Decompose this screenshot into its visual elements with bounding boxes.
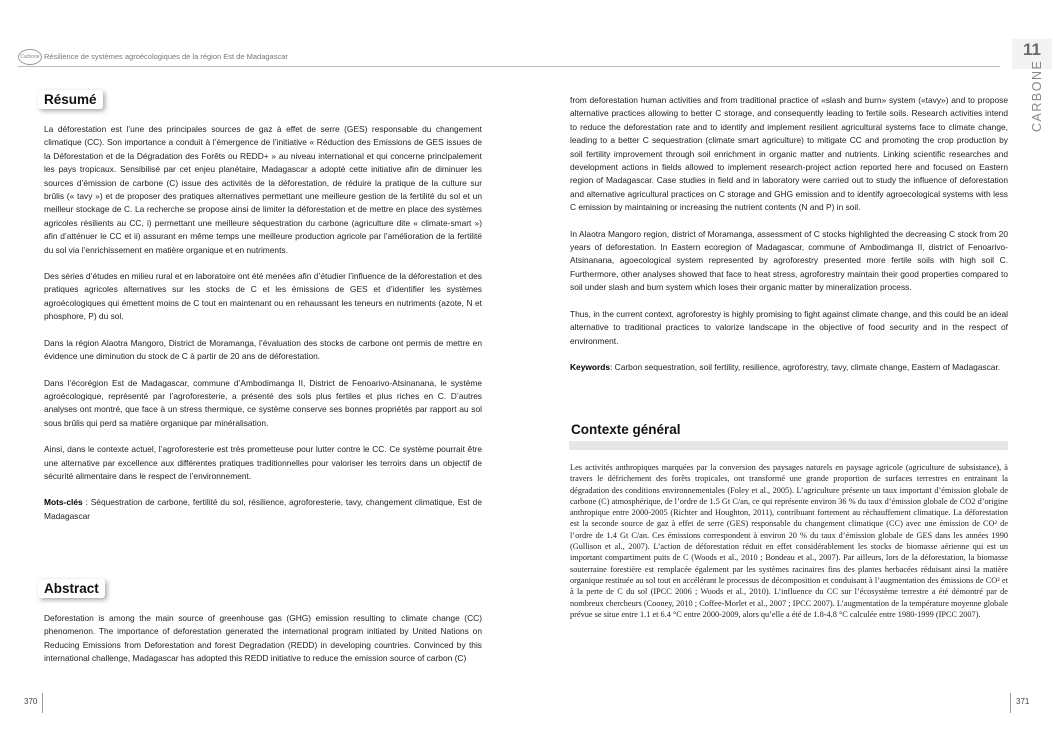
resume-paragraph: Dans l’écorégion Est de Madagascar, commune d’Ambodimanga II, District de Fenoarivo-Atsinanana, le système agroécologique, représenté par l’agroforesterie, a présenté des sols plus fertiles et plus riches en C. D’autres analyses ont montré, que face à un stress thermique, ce système conserve ses bonnes propriétés par rapport au sol sous brûlis qui perd sa matière organique par minéralisation. bbox=[44, 377, 482, 428]
contexte-heading-bar bbox=[569, 441, 1008, 450]
abstract-body-continued bbox=[570, 94, 1008, 374]
abstract-paragraph: Deforestation is among the main source of greenhouse gas (GHG) emission resulting to climate change (CC) phenomenon. The importance of deforestation generated the international program initiated by United Nations on Reducing Emissions from Deforestation and forest Degradation (REDD) in developing countries. Convinced by this international challenge, Madagascar has adopted this REDD initiative to reduce the emission source of carbon (C) bbox=[44, 613, 482, 664]
contexte-body: Les activités anthropiques marquées par la conversion des paysages naturels en paysage agricole (agriculture de subsistance), à travers le défrichement des forêts tropicales, ont transformé une grande proportion de surfaces terrestres en entrainant la dégradation des conditions environnementales (Foley et al., 2005). L’agriculture présente un taux important d’émission globale de carbone (C) atmosphérique, de l’ordre de 1.5 Gt C/an, ce qui représente environ 36 % du taux d’émission globale de CO2 d’origine anthropique entre 2000-2005 (Richter and Houghton, 2011), contribuant fortement au réchauffement climatique. La déforestation est la seconde source de gaz à effet de serre (GES) responsable du changement climatique (CC) avec une émission de CO² de l’ordre de 1.4 Gt C/an. Ces émissions correspondent à environ 20 % du taux d’émission globale de GES dans les années 1990 (Gullison et al., 2007). L’action de déforestation réduit en effet considérablement les stocks de biomasse aérienne qui est un important compartiment puits de C (Woods et al., 2010 ; Bondeau et al., 2007). Par ailleurs, lors de la déforestation, la biomasse souterraine forestière est remplacée également par les systèmes racinaires fins des plantes herbacées réduisant ainsi la matière organique restituée au sol tout en accélérant le processus de décomposition et conduisant à l’augmentation des émissions de CO² et à la perte de C du sol (IPCC 2006 ; Woods et al., 2010). L’influence du CC sur l’écosystème terrestre a été démontré par de nombreux chercheurs (Cooney, 2010 ; Coffee-Morlet et al., 2007 ; IPCC 2007). L’augmentation de la température moyenne globale prévue se situe entre 1.1 et 6.4 °C entre 2000-2009, alors qu’elle a été de 1.8-4.8 °C calculée entre 1980-1999 (IPCC 2007). bbox=[570, 463, 1008, 619]
keywords-text: : Carbon sequestration, soil fertility, resilience, agroforestry, tavy, climate change, Eastern of Madagascar. bbox=[610, 361, 1001, 372]
resume-body bbox=[44, 123, 482, 523]
resume-paragraph: Dans la région Alaotra Mangoro, District de Moramanga, l’évaluation des stocks de carbone ont permis de mettre en évidence une diminution du stock de C à partir de 20 ans de déforestation. bbox=[44, 337, 482, 362]
contexte-heading: Contexte général bbox=[571, 422, 681, 437]
chapter-number: 11 bbox=[1023, 40, 1041, 59]
mots-cles-text: : Séquestration de carbone, fertilité du sol, résilience, agroforesterie, tavy, changement climatique, Est de Madagascar bbox=[44, 497, 482, 521]
keywords bbox=[570, 361, 1008, 374]
section-tab bbox=[1030, 59, 1044, 134]
abstract-paragraph: from deforestation human activities and from traditional practice of «slash and burn» system («tavy») and to propose alternative practices allowing to better C storage, and consequently leading to fertile soils. Research activities intend to reduce the deforestation rate and to identify and implement resilient agricultural systems face to climate change, leading to a better C sequestration (climate smart agriculture) to mitigate CC and promoting the crop production by soil fertility improvement through soil enrichment in organic matter and nutrients. Linking scientific researches and development actions in fields allowed to implement research-project action reported here and focused on Eastern region of Madagascar. Case studies in field and in laboratory were carried out to study the influence of deforestation and alternative agricultural practices on C storage and GHG emission and to identify agroecological systems with less C emission by maintaining or increasing the nutrient contents (N and P) in soil. bbox=[570, 95, 1008, 213]
abstract-heading: Abstract bbox=[38, 579, 105, 598]
page-number-right: 371 bbox=[1016, 697, 1030, 706]
page-number-left: 370 bbox=[24, 697, 38, 706]
publisher-logo: Carbone bbox=[18, 49, 42, 65]
section-tab-label: CARBONE bbox=[1030, 59, 1044, 132]
header-rule bbox=[18, 66, 1000, 67]
resume-paragraph: Des séries d’études en milieu rural et en laboratoire ont été menées afin d’étudier l’influence de la déforestation et des pratiques agricoles alternatives sur les stocks de C et les émissions de GES et d’identifier les systèmes agroécologiques qui émettent moins de C tout en maintenant ou en rehaussant les teneurs en nutriments (azote, N et phosphore, P) du sol. bbox=[44, 271, 482, 322]
abstract-paragraph: In Alaotra Mangoro region, district of Moramanga, assessment of C stocks highlighted the decreasing C stock from 20 years of deforestation. In Eastern ecoregion of Madagascar, commune of Ambodimanga II, district of Fenoarivo-Atsinanana, agoecological system represented by agroforestry presented more fertile soils with high soil C. Furthermore, other analyses showed that face to heat stress, agroforestry maintain their good properties compared to soil under slash and burn system which loses their organic matter by mineralization process. bbox=[570, 228, 1008, 293]
resume-paragraph: Ainsi, dans le contexte actuel, l’agroforesterie est très prometteuse pour lutter contre le CC. Ce système pourrait être une alternative par excellence aux différentes pratiques traditionnelles pour valoriser les terroirs dans un objectif de sécurité alimentaire dans le respect de l’environnement. bbox=[44, 444, 482, 481]
mots-cles bbox=[44, 496, 482, 523]
footer-rule-right bbox=[1010, 693, 1011, 713]
footer-rule-left bbox=[42, 693, 43, 713]
abstract-paragraph: Thus, in the current context, agroforestry is highly promising to fight against climate change, and this could be an ideal alternative to traditional practices to valorize landscape in the objective of food security and in the respect of environment. bbox=[570, 308, 1008, 346]
keywords-label: Keywords bbox=[570, 361, 611, 372]
resume-paragraph: La déforestation est l’une des principales sources de gaz à effet de serre (GES) responsable du changement climatique (CC). Son importance a conduit à l’émergence de l’initiative « Réduction des Emissions de GES issues de la Déforestation et de la Dégradation des Forêts ou REDD+ » au niveau international et qui concerne principalement les pays tropicaux. Sensibilisé par cet enjeu planétaire, Madagascar a adopté cette initiative afin de diminuer les sources d’émission de carbone (C) issue des activités de la déforestation, de réduire la pratique de la culture sur brûlis (« tavy ») et de proposer des pratiques alternatives permettant une meilleure gestion de la fertilité du sol et un meilleur stockage de C. La recherche se propose ainsi de limiter la déforestation et de mettre en place des systèmes agricoles résilients au CC, i) permettant une meilleure séquestration du carbone (agriculture dite « climate-smart ») afin d’atténuer le CC et ii) assurant en même temps une meilleure production agricole par l’amélioration de la fertilité du sol via l’enrichissement en matière organique et en nutriments. bbox=[44, 124, 482, 255]
resume-heading: Résumé bbox=[38, 90, 103, 109]
abstract-body-start bbox=[44, 612, 482, 666]
mots-cles-label: Mots-clés bbox=[44, 497, 83, 508]
running-title: Résilience de systèmes agroécologiques de la région Est de Madagascar bbox=[44, 52, 288, 61]
